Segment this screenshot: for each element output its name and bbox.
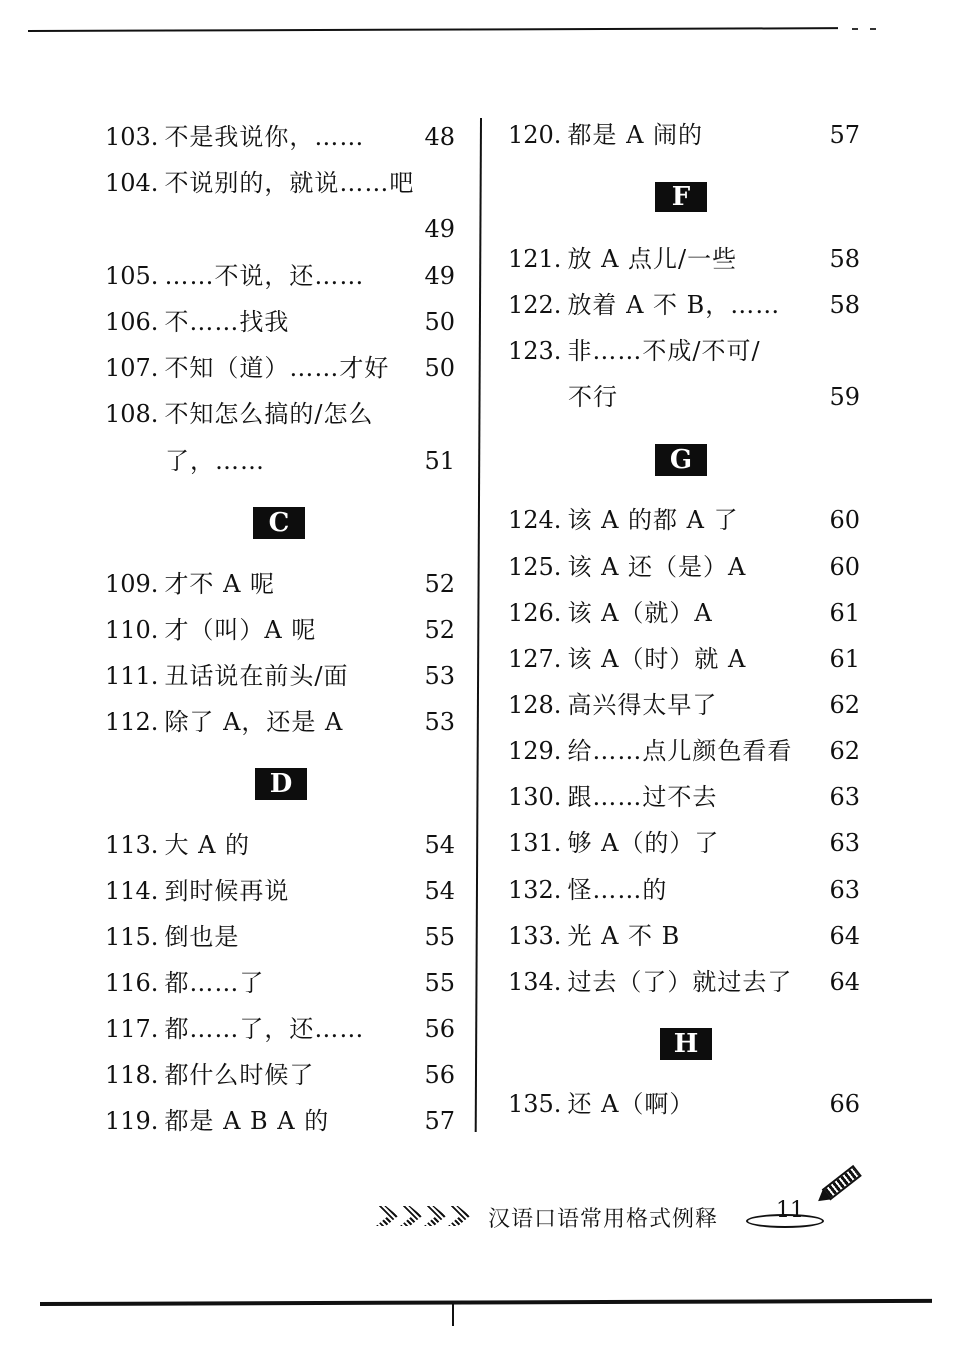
top-rule (28, 27, 838, 32)
entry-title: 大 A 的 (164, 831, 251, 859)
entry-title: 不行 (568, 383, 618, 411)
entry-number: 121. (508, 245, 562, 273)
entry-title: 都……了 (164, 969, 265, 997)
entry-title: 该 A 还（是）A (567, 553, 747, 581)
entry-page: 52 (424, 616, 455, 644)
entry-title: 都什么时候了 (164, 1061, 315, 1089)
section-header-d: D (255, 768, 307, 800)
chevron-arrows-icon (376, 1206, 472, 1228)
toc-entry[interactable] (105, 302, 455, 342)
entry-page: 61 (829, 645, 860, 673)
section-header-g: G (655, 444, 707, 476)
entry-title: 还 A（啊） (567, 1090, 695, 1118)
bottom-rule (40, 1299, 932, 1306)
entry-title: 光 A 不 B (567, 922, 681, 950)
entry-number: 106. (105, 308, 159, 336)
entry-page: 50 (424, 308, 455, 336)
entry-page: 59 (829, 383, 860, 411)
toc-entry[interactable] (508, 962, 860, 1002)
toc-entry-continuation[interactable] (105, 441, 455, 481)
book-title: 汉语口语常用格式例释 (488, 1207, 719, 1232)
entry-number: 111. (105, 662, 159, 690)
page-number-mark (746, 1200, 826, 1230)
entry-title: 够 A（的）了 (567, 829, 720, 857)
entry-number: 122. (508, 291, 562, 319)
entry-page: 64 (829, 922, 860, 950)
entry-number: 127. (508, 645, 562, 673)
toc-entry[interactable] (105, 610, 455, 650)
entry-page: 62 (829, 737, 860, 765)
entry-page: 63 (829, 876, 860, 904)
bottom-rule-tick (452, 1304, 454, 1326)
entry-number: 120. (508, 121, 562, 149)
entry-number: 119. (105, 1107, 159, 1135)
entry-number: 112. (105, 708, 159, 736)
toc-entry[interactable] (508, 239, 860, 279)
toc-entry[interactable] (105, 348, 455, 388)
entry-number: 114. (105, 877, 159, 905)
entry-page: 64 (829, 968, 860, 996)
entry-number: 113. (105, 831, 159, 859)
page-footer (376, 1196, 866, 1236)
column-divider (475, 118, 482, 1132)
entry-number: 108. (105, 400, 159, 428)
entry-title: 高兴得太早了 (567, 691, 718, 719)
entry-number: 130. (508, 783, 562, 811)
toc-entry[interactable] (105, 564, 455, 604)
entry-page: 61 (829, 599, 860, 627)
entry-number: 110. (105, 616, 159, 644)
toc-entry[interactable] (508, 870, 860, 910)
entry-title: 倒也是 (164, 923, 240, 951)
entry-title: 给……点儿颜色看看 (567, 737, 793, 765)
toc-entry[interactable] (508, 916, 860, 956)
entry-page: 49 (424, 262, 455, 290)
entry-number: 103. (105, 123, 159, 151)
toc-entry[interactable] (105, 256, 455, 296)
entry-title: 放 A 点儿/一些 (567, 245, 738, 273)
entry-page: 60 (829, 553, 860, 581)
entry-page: 63 (829, 783, 860, 811)
toc-entry[interactable] (508, 331, 860, 371)
entry-page: 51 (424, 447, 455, 475)
toc-entry[interactable] (508, 823, 860, 863)
entry-number: 135. (508, 1090, 562, 1118)
top-rule-dash (870, 28, 876, 30)
entry-title: 不知（道）……才好 (164, 354, 390, 382)
entry-title: 到时候再说 (164, 877, 290, 905)
toc-entry[interactable] (508, 731, 860, 771)
toc-entry[interactable] (508, 285, 860, 325)
entry-number: 133. (508, 922, 562, 950)
toc-entry[interactable] (508, 115, 860, 155)
entry-page: 55 (424, 923, 455, 951)
toc-entry[interactable] (508, 777, 860, 817)
toc-entry[interactable] (105, 871, 455, 911)
toc-entry[interactable] (508, 639, 860, 679)
toc-entry[interactable] (508, 593, 860, 633)
entry-title: 该 A 的都 A 了 (567, 506, 739, 534)
entry-page: 54 (424, 877, 455, 905)
entry-title: 除了 A，还是 A (164, 708, 344, 736)
entry-title: ……不说，还…… (164, 262, 365, 290)
entry-number: 104. (105, 169, 159, 197)
section-header-h: H (660, 1028, 712, 1060)
section-header-c: C (253, 507, 305, 539)
entry-number: 109. (105, 570, 159, 598)
entry-number: 128. (508, 691, 562, 719)
entry-title: 不说别的，就说……吧 (164, 169, 415, 197)
entry-title: 都是 A 闹的 (567, 121, 704, 149)
entry-number: 116. (105, 969, 159, 997)
entry-page: 56 (424, 1061, 455, 1089)
entry-title: 丑话说在前头/面 (164, 662, 349, 690)
entry-title: 该 A（时）就 A (567, 645, 747, 673)
entry-title: 才不 A 呢 (164, 570, 276, 598)
entry-number: 123. (508, 337, 562, 365)
toc-entry[interactable] (105, 1101, 455, 1141)
toc-entry[interactable] (105, 656, 455, 696)
entry-title: 该 A（就）A (567, 599, 713, 627)
toc-entry[interactable] (105, 394, 455, 434)
entry-title: 非……不成/不可/ (567, 337, 761, 365)
entry-number: 132. (508, 876, 562, 904)
page-number: 11 (776, 1198, 804, 1223)
entry-page: 57 (424, 1107, 455, 1135)
top-rule-dash (852, 28, 858, 30)
toc-entry[interactable] (508, 685, 860, 725)
entry-title: 都……了，还…… (164, 1015, 365, 1043)
pencil-icon (822, 1165, 862, 1201)
entry-page: 48 (424, 123, 455, 151)
entry-title: 了，…… (165, 447, 265, 475)
toc-entry[interactable] (508, 547, 860, 587)
entry-page: 66 (829, 1090, 860, 1118)
toc-entry-continuation[interactable] (508, 377, 860, 417)
toc-entry[interactable] (105, 163, 455, 203)
toc-entry[interactable] (105, 1009, 455, 1049)
entry-page: 57 (829, 121, 860, 149)
entry-page: 58 (829, 291, 860, 319)
entry-title: 才（叫）A 呢 (164, 616, 317, 644)
entry-title: 都是 A B A 的 (164, 1107, 330, 1135)
toc-entry[interactable] (105, 963, 455, 1003)
toc-entry[interactable] (105, 117, 455, 157)
entry-title: 放着 A 不 B，…… (567, 291, 781, 319)
entry-title: 不……找我 (164, 308, 290, 336)
entry-page: 53 (424, 708, 455, 736)
entry-page: 53 (424, 662, 455, 690)
entry-page: 55 (424, 969, 455, 997)
entry-page: 50 (424, 354, 455, 382)
entry-title: 不是我说你，…… (164, 123, 365, 151)
section-header-f: F (655, 182, 707, 212)
toc-entry[interactable] (105, 1055, 455, 1095)
entry-page: 58 (829, 245, 860, 273)
entry-number: 134. (508, 968, 562, 996)
entry-title: 跟……过不去 (567, 783, 718, 811)
entry-number: 125. (508, 553, 562, 581)
toc-entry[interactable] (508, 1084, 860, 1124)
entry-number: 105. (105, 262, 159, 290)
entry-page: 56 (424, 1015, 455, 1043)
entry-number: 115. (105, 923, 159, 951)
entry-number: 129. (508, 737, 562, 765)
toc-entry-continuation[interactable] (105, 209, 455, 249)
entry-page: 52 (424, 570, 455, 598)
entry-page: 54 (424, 831, 455, 859)
entry-page: 49 (424, 215, 455, 243)
entry-page: 62 (829, 691, 860, 719)
entry-number: 124. (508, 506, 562, 534)
entry-title: 过去（了）就过去了 (567, 968, 793, 996)
toc-entry[interactable] (105, 917, 455, 957)
entry-number: 131. (508, 829, 562, 857)
entry-title: 怪……的 (567, 876, 668, 904)
entry-page: 60 (829, 506, 860, 534)
entry-title: 不知怎么搞的/怎么 (164, 400, 374, 428)
toc-entry[interactable] (105, 702, 455, 742)
entry-number: 118. (105, 1061, 159, 1089)
entry-number: 117. (105, 1015, 159, 1043)
entry-number: 107. (105, 354, 159, 382)
entry-page: 63 (829, 829, 860, 857)
entry-number: 126. (508, 599, 562, 627)
toc-entry[interactable] (508, 500, 860, 540)
toc-entry[interactable] (105, 825, 455, 865)
